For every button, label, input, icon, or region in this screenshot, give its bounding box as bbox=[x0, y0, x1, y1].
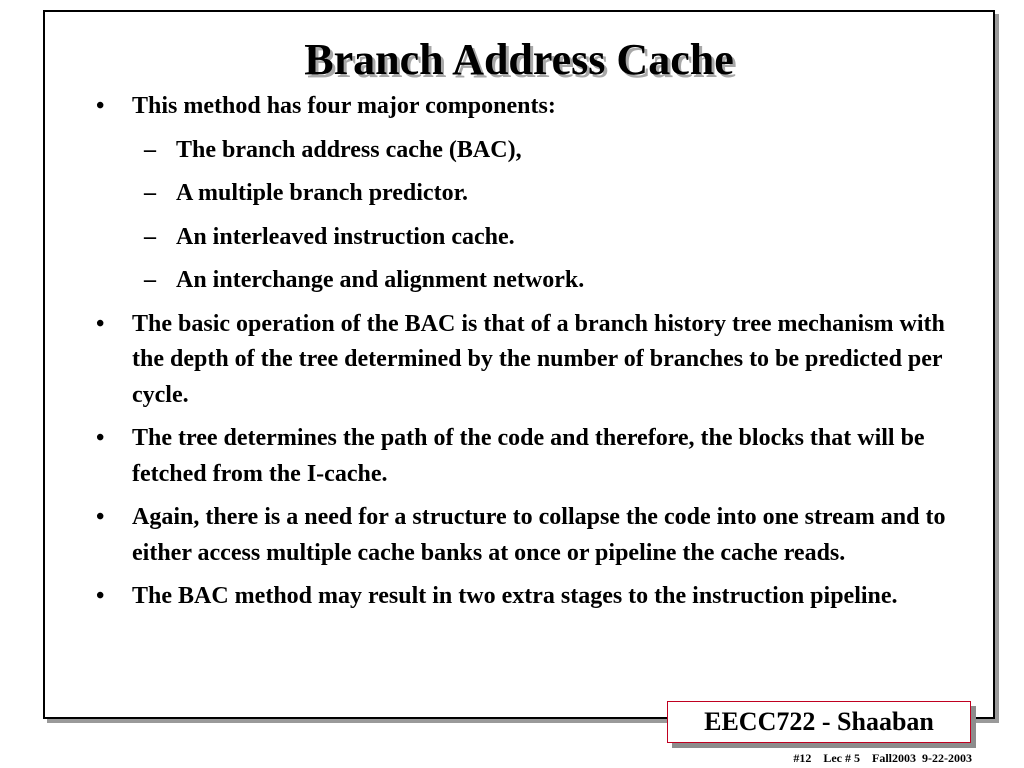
bullet-text: Again, there is a need for a structure to collapse the code into one stream and to either access multiple cache banks at once or pipeline the cache reads. bbox=[132, 504, 946, 566]
course-badge: EECC722 - Shaaban bbox=[667, 701, 971, 743]
sub-bullet-item bbox=[132, 220, 974, 256]
bullet-text: The BAC method may result in two extra stages to the instruction pipeline. bbox=[132, 583, 898, 609]
bullet-item bbox=[94, 579, 974, 615]
bullet-item bbox=[94, 307, 974, 414]
sub-bullet-text: An interleaved instruction cache. bbox=[176, 223, 515, 250]
bullet-item bbox=[94, 421, 974, 492]
sub-bullet-marker: – bbox=[144, 223, 156, 250]
sub-bullet-item bbox=[132, 133, 974, 169]
bullet-item bbox=[94, 89, 974, 299]
sub-bullet-text: A multiple branch predictor. bbox=[176, 180, 469, 206]
sub-bullet-list bbox=[132, 133, 974, 299]
bullet-marker: • bbox=[96, 583, 105, 609]
slide-title: Branch Address Cache bbox=[304, 35, 734, 84]
bullet-text: This method has four major components: bbox=[132, 93, 556, 119]
sub-bullet-item bbox=[132, 263, 974, 299]
slide-meta: #12 Lec # 5 Fall2003 9-22-2003 bbox=[793, 751, 972, 765]
sub-bullet-text: The branch address cache (BAC), bbox=[176, 136, 522, 163]
sub-bullet-marker: – bbox=[144, 267, 156, 293]
bullet-marker: • bbox=[96, 425, 105, 451]
bullet-marker: • bbox=[96, 504, 105, 530]
sub-bullet-item bbox=[132, 176, 974, 212]
sub-bullet-marker: – bbox=[144, 180, 156, 206]
bullet-marker: • bbox=[96, 93, 105, 119]
bullet-marker: • bbox=[96, 310, 105, 337]
bullet-text: The basic operation of the BAC is that of a branch history tree mechanism with the depth of the tree determined by the number of branches to be predicted per cycle. bbox=[132, 310, 945, 408]
sub-bullet-text: An interchange and alignment network. bbox=[176, 267, 585, 293]
bullet-list bbox=[94, 89, 974, 623]
bullet-item bbox=[94, 500, 974, 571]
bullet-text: The tree determines the path of the code and therefore, the blocks that will be fetched from the I-cache. bbox=[132, 425, 925, 487]
sub-bullet-marker: – bbox=[144, 136, 156, 163]
